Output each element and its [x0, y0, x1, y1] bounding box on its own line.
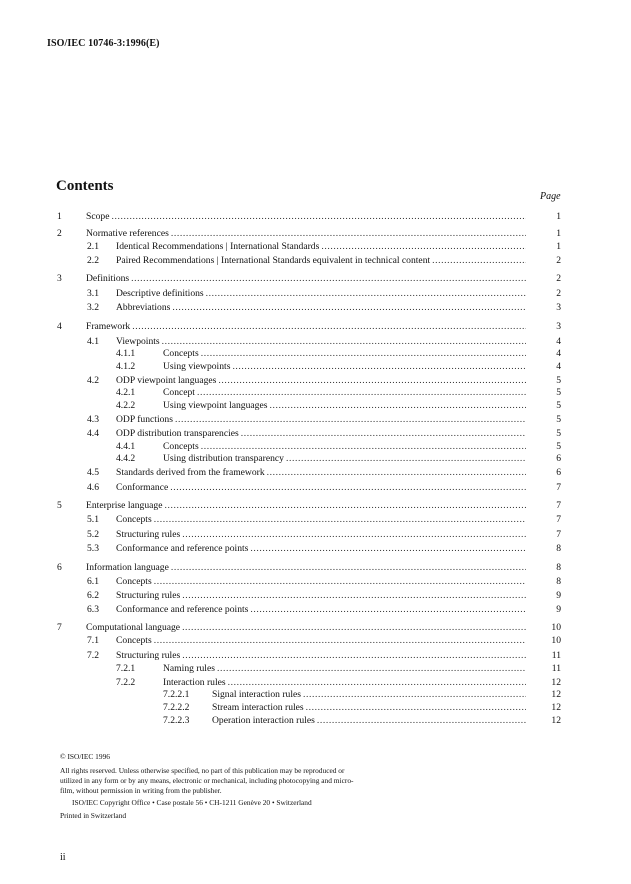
- toc-entry-title: ODP distribution transparencies: [116, 428, 239, 439]
- toc-entry-title-wrap: [86, 499, 526, 512]
- printed-in: Printed in Switzerland: [60, 811, 127, 820]
- toc-entry-title: Computational language: [86, 622, 181, 633]
- dot-leader: [197, 386, 526, 399]
- toc-entry-title: Using viewpoints: [163, 361, 231, 372]
- toc-entry-page: 6: [556, 467, 561, 478]
- toc-entry-number: 4.2: [87, 375, 99, 386]
- toc-entry-title-wrap: [86, 227, 526, 240]
- toc-entry-page: 2: [556, 255, 561, 266]
- toc-entry-title: ODP viewpoint languages: [116, 375, 217, 386]
- toc-entry: [0, 254, 631, 267]
- toc-entry: [0, 399, 631, 412]
- toc-entry: [0, 347, 631, 360]
- toc-entry: [0, 452, 631, 465]
- toc-entry: [0, 649, 631, 662]
- toc-entry-page: 12: [551, 677, 561, 688]
- toc-entry-page: 7: [556, 482, 561, 493]
- contents-heading: Contents: [56, 178, 114, 194]
- toc-entry-title: Structuring rules: [116, 590, 181, 601]
- dot-leader: [154, 513, 526, 526]
- dot-leader: [170, 481, 526, 494]
- dot-leader: [132, 320, 526, 333]
- toc-entry-number: 4.1.1: [116, 348, 136, 359]
- toc-entry-title: Concepts: [163, 348, 199, 359]
- dot-leader: [267, 466, 526, 479]
- toc-entry: [0, 301, 631, 314]
- toc-entry: [0, 320, 631, 333]
- toc-entry-title-wrap: [116, 427, 526, 440]
- toc-entry-page: 7: [556, 529, 561, 540]
- dot-leader: [317, 714, 526, 727]
- toc-entry-number: 7.2.2.3: [163, 715, 190, 726]
- toc-entry: [0, 621, 631, 634]
- toc-entry: [0, 360, 631, 373]
- toc-entry-page: 2: [556, 288, 561, 299]
- toc-entry-number: 4.3: [87, 414, 99, 425]
- toc-entry: [0, 513, 631, 526]
- rights-text-line-1: All rights reserved. Unless otherwise specified, no part of this publication may be reproduced or: [60, 766, 345, 775]
- dot-leader: [172, 301, 526, 314]
- toc-entry-title-wrap: [163, 452, 526, 465]
- toc-entry: [0, 227, 631, 240]
- toc-entry-title: Definitions: [86, 273, 130, 284]
- dot-leader: [232, 360, 526, 373]
- toc-entry: [0, 210, 631, 223]
- toc-entry-title: Stream interaction rules: [212, 702, 304, 713]
- toc-entry: [0, 662, 631, 675]
- toc-entry-page: 5: [556, 375, 561, 386]
- toc-entry: [0, 701, 631, 714]
- toc-entry-title: Conformance and reference points: [116, 543, 249, 554]
- toc-entry-number: 5.1: [87, 514, 99, 525]
- toc-entry-title: Standards derived from the framework: [116, 467, 265, 478]
- toc-entry-page: 10: [551, 635, 561, 646]
- toc-entry-number: 6: [57, 562, 62, 573]
- toc-entry-title-wrap: [116, 240, 526, 253]
- toc-entry-page: 8: [556, 576, 561, 587]
- toc-entry-title-wrap: [86, 272, 526, 285]
- toc-entry-title: Conformance: [116, 482, 169, 493]
- toc-entry-title: Normative references: [86, 228, 169, 239]
- toc-entry-page: 8: [556, 562, 561, 573]
- toc-entry-title: Scope: [86, 211, 110, 222]
- dot-leader: [175, 413, 526, 426]
- toc-entry: [0, 499, 631, 512]
- toc-entry-title-wrap: [212, 701, 526, 714]
- toc-entry-title-wrap: [86, 210, 526, 223]
- toc-entry: [0, 287, 631, 300]
- toc-entry-title-wrap: [116, 481, 526, 494]
- dot-leader: [303, 688, 526, 701]
- toc-entry-title-wrap: [86, 320, 526, 333]
- toc-entry-title: Abbreviations: [116, 302, 171, 313]
- dot-leader: [131, 272, 526, 285]
- toc-entry-number: 7.2.2.2: [163, 702, 190, 713]
- toc-entry-title: Concepts: [116, 635, 152, 646]
- toc-entry-number: 4.1: [87, 336, 99, 347]
- toc-entry: [0, 272, 631, 285]
- copyright-office-address: ISO/IEC Copyright Office • Case postale 56 • CH-1211 Genève 20 • Switzerland: [72, 798, 312, 807]
- toc-entry: [0, 603, 631, 616]
- dot-leader: [217, 662, 526, 675]
- toc-entry: [0, 575, 631, 588]
- toc-entry: [0, 481, 631, 494]
- toc-entry-number: 4.2.1: [116, 387, 136, 398]
- toc-entry-title-wrap: [116, 634, 526, 647]
- toc-entry-page: 5: [556, 441, 561, 452]
- toc-entry-number: 6.2: [87, 590, 99, 601]
- toc-entry-page: 4: [556, 336, 561, 347]
- toc-entry-page: 11: [551, 650, 561, 661]
- toc-entry-page: 6: [556, 453, 561, 464]
- toc-entry-page: 12: [551, 702, 561, 713]
- toc-entry-title-wrap: [163, 386, 526, 399]
- toc-entry-title-wrap: [116, 589, 526, 602]
- toc-entry-number: 4: [57, 321, 62, 332]
- toc-entry-page: 5: [556, 428, 561, 439]
- toc-entry: [0, 688, 631, 701]
- dot-leader: [171, 561, 526, 574]
- toc-entry-number: 4.1.2: [116, 361, 136, 372]
- rights-text-line-3: film, without permission in writing from the publisher.: [60, 786, 222, 795]
- toc-entry-number: 1: [57, 211, 62, 222]
- toc-entry-title-wrap: [163, 399, 526, 412]
- toc-entry-title: Structuring rules: [116, 650, 181, 661]
- toc-entry-number: 7: [57, 622, 62, 633]
- toc-entry-number: 4.5: [87, 467, 99, 478]
- toc-entry-number: 7.2.2.1: [163, 689, 190, 700]
- toc-entry-title: Enterprise language: [86, 500, 163, 511]
- toc-entry-page: 1: [556, 211, 561, 222]
- toc-entry-title: Conformance and reference points: [116, 604, 249, 615]
- toc-entry-page: 8: [556, 543, 561, 554]
- toc-entry-title: Concepts: [116, 514, 152, 525]
- toc-entry-title: Framework: [86, 321, 131, 332]
- standard-id: ISO/IEC 10746-3:1996(E): [47, 38, 160, 49]
- dot-leader: [182, 621, 526, 634]
- toc-entry-number: 4.4.2: [116, 453, 136, 464]
- toc-entry-page: 1: [556, 241, 561, 252]
- toc-entry-title: Identical Recommendations | International Standards: [116, 241, 320, 252]
- dot-leader: [201, 347, 526, 360]
- toc-entry-page: 7: [556, 514, 561, 525]
- page-column-label: Page: [540, 191, 561, 202]
- toc-entry-page: 5: [556, 414, 561, 425]
- toc-entry-title: Structuring rules: [116, 529, 181, 540]
- toc-entry-number: 7.2.1: [116, 663, 136, 674]
- toc-entry-number: 2: [57, 228, 62, 239]
- dot-leader: [432, 254, 526, 267]
- toc-entry-number: 4.4.1: [116, 441, 136, 452]
- toc-entry: [0, 240, 631, 253]
- toc-entry-title-wrap: [212, 688, 526, 701]
- toc-entry-page: 1: [556, 228, 561, 239]
- toc-entry-number: 5.2: [87, 529, 99, 540]
- dot-leader: [250, 603, 526, 616]
- toc-entry-title-wrap: [163, 360, 526, 373]
- toc-entry-title: Concepts: [116, 576, 152, 587]
- toc-entry-title: Concept: [163, 387, 195, 398]
- dot-leader: [321, 240, 526, 253]
- toc-entry-title: ODP functions: [116, 414, 173, 425]
- toc-entry-page: 4: [556, 361, 561, 372]
- toc-entry: [0, 528, 631, 541]
- toc-entry-page: 5: [556, 400, 561, 411]
- toc-entry: [0, 413, 631, 426]
- toc-entry-title: Concepts: [163, 441, 199, 452]
- toc-entry-title-wrap: [86, 621, 526, 634]
- toc-entry-title: Using distribution transparency: [163, 453, 284, 464]
- rights-text-line-2: utilized in any form or by any means, electronic or mechanical, including photocopying and micro-: [60, 776, 354, 785]
- toc-entry-page: 12: [551, 715, 561, 726]
- dot-leader: [111, 210, 526, 223]
- toc-entry-title-wrap: [116, 466, 526, 479]
- toc-entry-title-wrap: [163, 662, 526, 675]
- toc-entry-title: Viewpoints: [116, 336, 160, 347]
- toc-entry-title-wrap: [116, 413, 526, 426]
- toc-entry-title: Using viewpoint languages: [163, 400, 268, 411]
- toc-entry-number: 3.2: [87, 302, 99, 313]
- toc-entry-title: Paired Recommendations | International Standards equivalent in technical content: [116, 255, 431, 266]
- toc-entry-number: 6.3: [87, 604, 99, 615]
- toc-entry-number: 5.3: [87, 543, 99, 554]
- toc-entry-title-wrap: [116, 649, 526, 662]
- dot-leader: [269, 399, 526, 412]
- toc-entry: [0, 466, 631, 479]
- toc-entry-page: 12: [551, 689, 561, 700]
- toc-entry-page: 7: [556, 500, 561, 511]
- toc-entry-page: 5: [556, 387, 561, 398]
- dot-leader: [182, 649, 526, 662]
- toc-entry-title: Naming rules: [163, 663, 215, 674]
- toc-entry: [0, 634, 631, 647]
- dot-leader: [241, 427, 526, 440]
- copyright-notice: [60, 752, 420, 821]
- toc-entry-number: 6.1: [87, 576, 99, 587]
- toc-entry-page: 9: [556, 590, 561, 601]
- toc-entry: [0, 589, 631, 602]
- toc-entry-title-wrap: [116, 603, 526, 616]
- toc-entry-title-wrap: [116, 254, 526, 267]
- toc-entry-page: 4: [556, 348, 561, 359]
- toc-entry-page: 11: [551, 663, 561, 674]
- dot-leader: [164, 499, 526, 512]
- toc-entry: [0, 386, 631, 399]
- toc-entry-number: 2.1: [87, 241, 99, 252]
- toc-entry-title-wrap: [116, 301, 526, 314]
- toc-entry-title-wrap: [116, 542, 526, 555]
- toc-entry-number: 7.2: [87, 650, 99, 661]
- toc-entry: [0, 427, 631, 440]
- toc-entry-number: 4.6: [87, 482, 99, 493]
- dot-leader: [206, 287, 526, 300]
- toc-entry-number: 5: [57, 500, 62, 511]
- toc-entry-number: 3: [57, 273, 62, 284]
- toc-entry-title: Interaction rules: [163, 677, 226, 688]
- toc-entry-number: 4.2.2: [116, 400, 136, 411]
- page-number: ii: [60, 852, 66, 863]
- toc-entry-page: 9: [556, 604, 561, 615]
- toc-entry-number: 7.2.2: [116, 677, 136, 688]
- dot-leader: [306, 701, 526, 714]
- toc-entry-page: 3: [556, 321, 561, 332]
- toc-entry-page: 2: [556, 273, 561, 284]
- toc-entry: [0, 714, 631, 727]
- toc-entry-title-wrap: [212, 714, 526, 727]
- dot-leader: [154, 634, 526, 647]
- toc-entry-page: 3: [556, 302, 561, 313]
- toc-entry-number: 7.1: [87, 635, 99, 646]
- toc-entry-title-wrap: [116, 575, 526, 588]
- toc-entry-page: 10: [551, 622, 561, 633]
- toc-entry-title-wrap: [116, 528, 526, 541]
- toc-entry-number: 2.2: [87, 255, 99, 266]
- dot-leader: [286, 452, 526, 465]
- toc-entry-title: Signal interaction rules: [212, 689, 301, 700]
- toc-entry-number: 3.1: [87, 288, 99, 299]
- toc-entry-title-wrap: [163, 347, 526, 360]
- toc-entry-title: Information language: [86, 562, 169, 573]
- toc-entry: [0, 561, 631, 574]
- copyright-line: © ISO/IEC 1996: [60, 752, 110, 761]
- toc-entry-title: Operation interaction rules: [212, 715, 315, 726]
- toc-entry-title-wrap: [116, 287, 526, 300]
- dot-leader: [154, 575, 526, 588]
- toc-entry: [0, 542, 631, 555]
- dot-leader: [250, 542, 526, 555]
- dot-leader: [182, 589, 526, 602]
- toc-entry-number: 4.4: [87, 428, 99, 439]
- toc-entry-title-wrap: [86, 561, 526, 574]
- toc-entry-title: Descriptive definitions: [116, 288, 204, 299]
- toc-entry-title-wrap: [116, 513, 526, 526]
- dot-leader: [182, 528, 526, 541]
- dot-leader: [171, 227, 526, 240]
